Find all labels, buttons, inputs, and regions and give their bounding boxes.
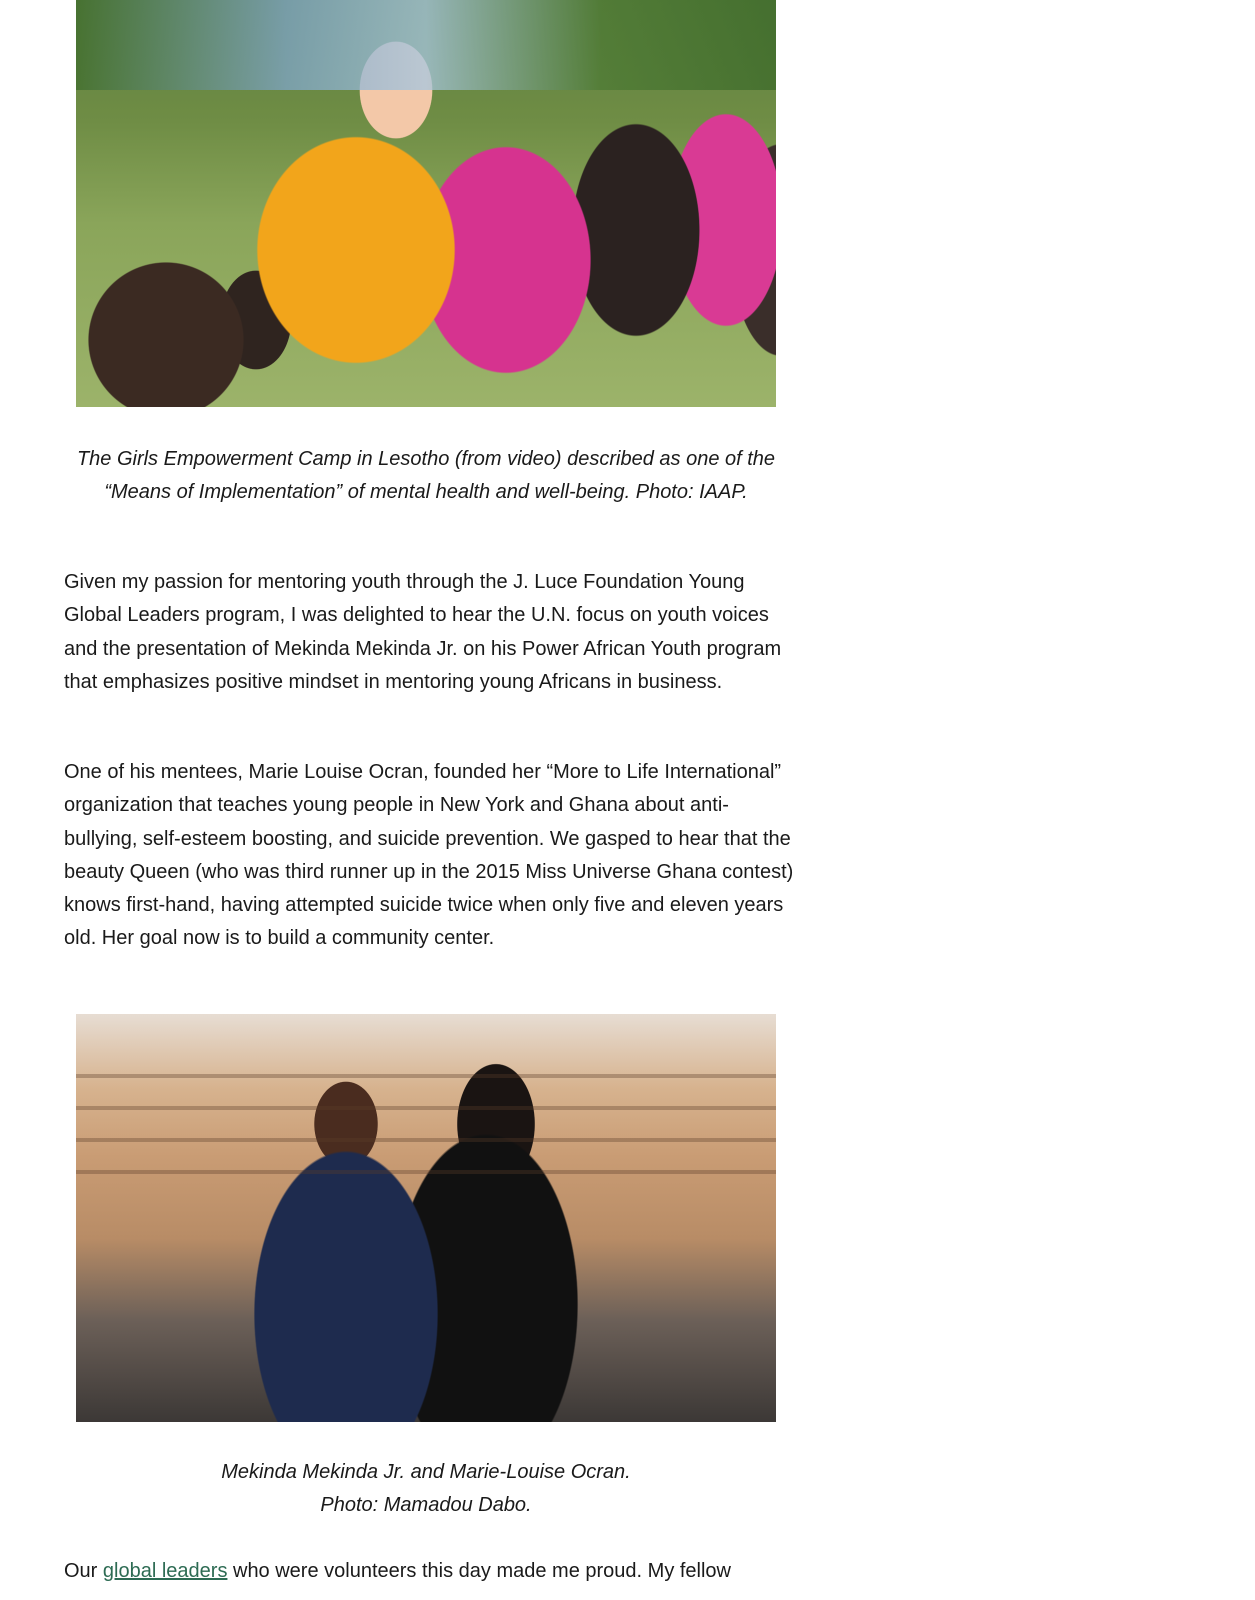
body-paragraph: One of his mentees, Marie Louise Ocran, founded her “More to Life International” organization that teaches young people in New York and Ghana about anti-bullying, self-esteem boosting, and suicide prevention. We gasped to hear that the beauty Queen (who was third runner up in the 2015 Miss Universe Ghana contest) knows first-hand, having attempted suicide twice when only five and eleven years old. Her goal now is to build a community center. <box>64 761 794 950</box>
mekinda-and-ocran-photo <box>76 1014 776 1422</box>
photo-caption <box>64 1456 788 1522</box>
caption-line: Mekinda Mekinda Jr. and Marie-Louise Ocran. <box>221 1461 631 1483</box>
caption-line: “Means of Implementation” of mental health and well-being. Photo: IAAP. <box>104 481 748 503</box>
body-paragraph: Given my passion for mentoring youth through the J. Luce Foundation Young Global Leaders program, I was delighted to hear the U.N. focus on youth voices and the presentation of Mekinda Mekinda Jr. on his Power African Youth program that emphasizes positive mindset in mentoring young Africans in business. <box>64 571 782 693</box>
body-paragraph <box>64 1555 800 1588</box>
global-leaders-link[interactable]: global leaders <box>102 1560 228 1582</box>
caption-line: Photo: Mamadou Dabo. <box>320 1494 532 1516</box>
caption-line: The Girls Empowerment Camp in Lesotho (from video) described as one of the <box>76 448 776 470</box>
paragraph-text: who were volunteers this day made me proud. My fellow <box>227 1560 732 1582</box>
photo-caption <box>64 443 788 509</box>
paragraph-text: Our <box>64 1560 103 1582</box>
girls-empowerment-camp-photo <box>76 0 776 407</box>
